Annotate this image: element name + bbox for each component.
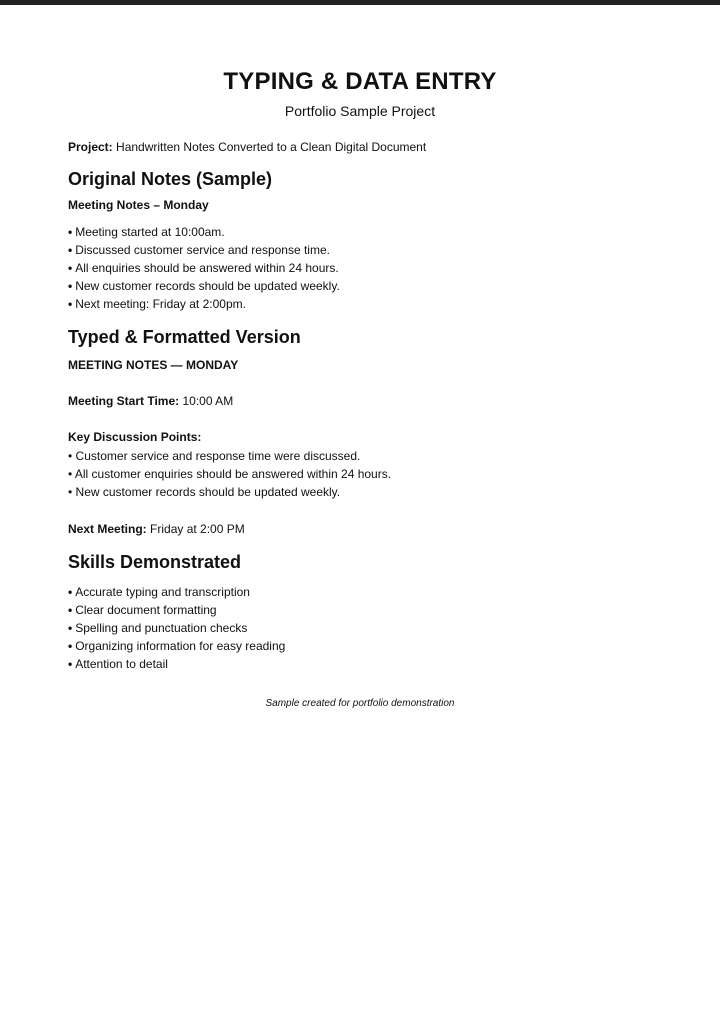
next-meeting-value: Friday at 2:00 PM — [150, 522, 245, 536]
document-title: TYPING & DATA ENTRY — [223, 68, 497, 95]
bullet-icon: • — [68, 279, 73, 293]
list-item: • Organizing information for easy reading — [68, 639, 286, 653]
bullet-icon: • — [68, 225, 73, 239]
top-border-bar — [0, 0, 720, 5]
bullet-icon: • — [68, 621, 73, 635]
list-item: • All enquiries should be answered within 24 hours. — [68, 261, 339, 275]
project-line — [68, 140, 652, 155]
bullet-icon: • — [68, 585, 73, 599]
list-item: • All customer enquiries should be answered within 24 hours. — [68, 467, 392, 481]
original-notes-list — [68, 223, 652, 313]
list-item: • Clear document formatting — [68, 603, 217, 617]
bullet-icon: • — [68, 639, 73, 653]
meeting-start-line — [68, 394, 652, 409]
project-value: Handwritten Notes Converted to a Clean Digital Document — [116, 140, 427, 154]
bullet-icon: • — [68, 467, 73, 481]
bullet-icon: • — [68, 603, 73, 617]
bullet-icon: • — [68, 449, 73, 463]
typed-meeting-title: MEETING NOTES — MONDAY — [68, 358, 239, 372]
next-meeting-label: Next Meeting: — [68, 522, 147, 536]
list-item: • Discussed customer service and response time. — [68, 243, 330, 257]
next-meeting-line — [68, 522, 652, 537]
list-item: • Next meeting: Friday at 2:00pm. — [68, 297, 246, 311]
list-item: • Meeting started at 10:00am. — [68, 225, 225, 239]
list-item: • Spelling and punctuation checks — [68, 621, 248, 635]
list-item: • New customer records should be updated weekly. — [68, 279, 340, 293]
document-subtitle: Portfolio Sample Project — [284, 103, 436, 119]
key-points-label: Key Discussion Points: — [68, 430, 202, 444]
project-label: Project: — [68, 140, 113, 154]
original-notes-heading: Original Notes (Sample) — [68, 169, 273, 189]
original-notes-subheading: Meeting Notes – Monday — [68, 198, 209, 212]
list-item: • New customer records should be updated weekly. — [68, 485, 341, 499]
typed-version-heading: Typed & Formatted Version — [68, 327, 301, 347]
bullet-icon: • — [68, 657, 73, 671]
start-time-label: Meeting Start Time: — [68, 394, 180, 408]
footer-note: Sample created for portfolio demonstration — [265, 698, 455, 709]
skills-list — [68, 583, 652, 673]
key-points-list — [68, 447, 652, 501]
bullet-icon: • — [68, 261, 73, 275]
list-item: • Customer service and response time were discussed. — [68, 449, 361, 463]
document-page — [68, 66, 652, 710]
list-item: • Accurate typing and transcription — [68, 585, 250, 599]
skills-heading: Skills Demonstrated — [68, 552, 242, 572]
bullet-icon: • — [68, 243, 73, 257]
bullet-icon: • — [68, 485, 73, 499]
start-time-value: 10:00 AM — [182, 394, 234, 408]
list-item: • Attention to detail — [68, 657, 168, 671]
bullet-icon: • — [68, 297, 73, 311]
